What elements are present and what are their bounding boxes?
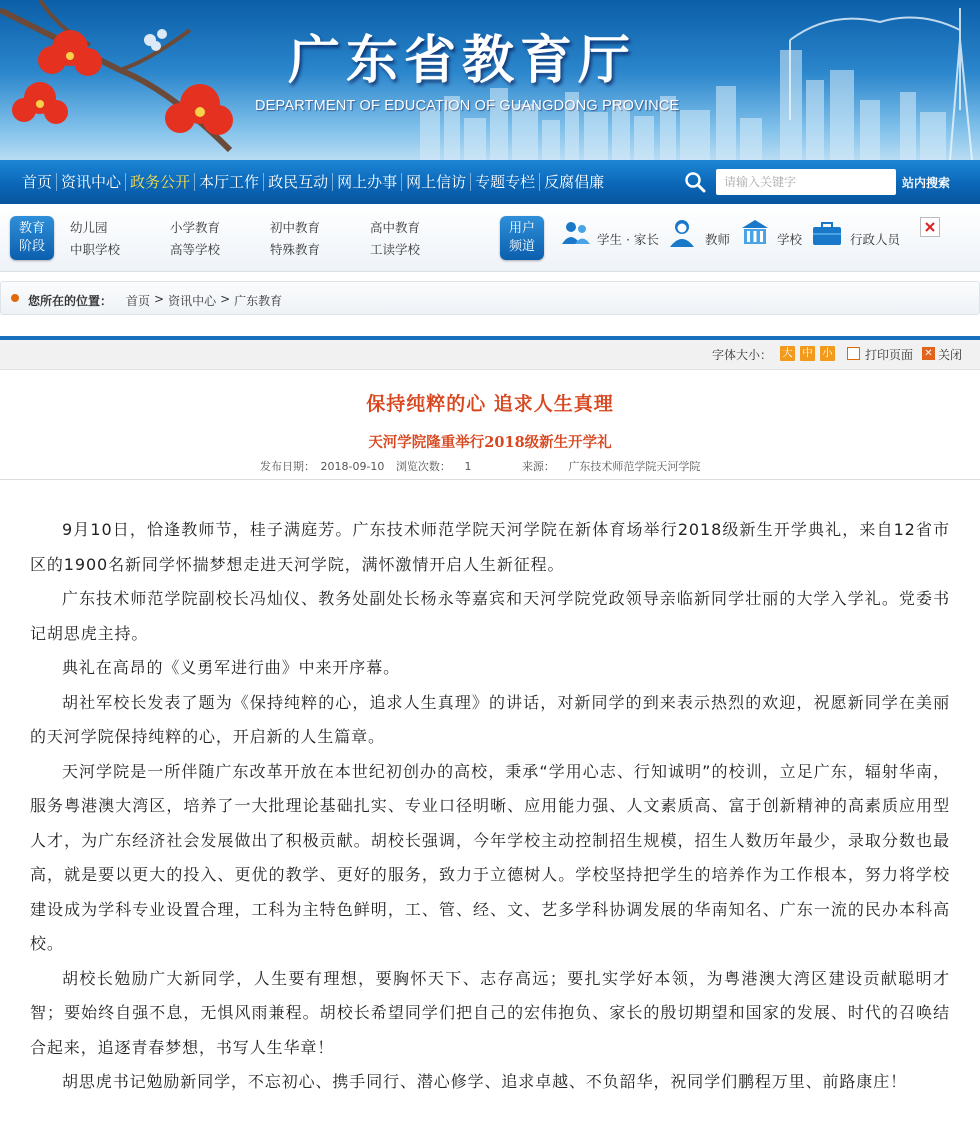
article-paragraph: 胡校长勉励广大新同学，人生要有理想，要胸怀天下、志存高远；要扎实学好本领，为粤港澳大湾区建设贡献聪明才智；要始终自强不息，无惧风雨兼程。胡校长希望同学们把自己的宏伟抱负、家长的殷切期望和国家的发展、时代的召唤结合起来，追逐青春梦想，书写人生华章！ xyxy=(30,968,950,1057)
channel-link-teacher[interactable]: 教师 xyxy=(705,232,731,247)
search-input[interactable] xyxy=(716,169,896,195)
nav-item[interactable]: 政民互动 xyxy=(268,173,329,191)
article-body xyxy=(30,513,950,1100)
location-bullet-icon xyxy=(11,294,19,302)
nav-item[interactable]: 政务公开 xyxy=(130,173,191,191)
stage-link-primary[interactable]: 小学教育 xyxy=(170,220,221,235)
breadcrumb xyxy=(0,281,980,315)
breadcrumb-link-news[interactable]: 资讯中心 xyxy=(168,294,217,308)
font-size-label: 字体大小： xyxy=(712,348,773,362)
article-subtitle: 天河学院隆重举行2018级新生开学礼 xyxy=(368,434,612,451)
badge-line: 频道 xyxy=(508,239,535,254)
search-icon[interactable] xyxy=(684,171,706,193)
stage-link-special-ed[interactable]: 特殊教育 xyxy=(270,242,321,257)
nav-item[interactable]: 反腐倡廉 xyxy=(544,173,605,191)
print-page-button[interactable]: 打印页面 xyxy=(865,348,914,362)
nav-item[interactable]: 首页 xyxy=(22,173,53,191)
article-paragraph: 9月10日，恰逢教师节，桂子满庭芳。广东技术师范学院天河学院在新体育场举行2018级新生开学典礼，来自12省市区的1900名新同学怀揣梦想走进天河学院，满怀激情开启人生新征程。 xyxy=(30,520,950,574)
stage-link-reform-school[interactable]: 工读学校 xyxy=(370,242,421,257)
close-icon xyxy=(921,218,939,236)
site-subtitle: DEPARTMENT OF EDUCATION OF GUANGDONG PROVINCE xyxy=(255,98,680,114)
breadcrumb-label: 您所在的位置： xyxy=(28,294,113,308)
channel-link-student-parent[interactable]: 学生 · 家长 xyxy=(597,232,659,247)
view-count: 1 xyxy=(464,460,472,473)
article-paragraph: 胡社军校长发表了题为《保持纯粹的心，追求人生真理》的讲话，对新同学的到来表示热烈的欢迎，祝愿新同学在美丽的天河学院保持纯粹的心，开启新的人生篇章。 xyxy=(30,692,950,746)
kapok-flower-illustration xyxy=(0,0,250,160)
stage-link-senior-high[interactable]: 高中教育 xyxy=(370,220,421,235)
source-label: 来源： xyxy=(521,460,555,473)
nav-item[interactable]: 本厅工作 xyxy=(199,173,260,191)
print-icon[interactable] xyxy=(847,347,860,360)
nav-menu xyxy=(18,160,608,204)
school-icon xyxy=(740,218,770,246)
channel-link-administrator[interactable]: 行政人员 xyxy=(850,232,901,247)
font-size-small-button[interactable]: 小 xyxy=(820,346,835,361)
breadcrumb-chevron-icon: > xyxy=(220,292,231,306)
article-paragraph: 典礼在高昂的《义勇军进行曲》中来开序幕。 xyxy=(62,658,401,677)
font-size-large-button[interactable]: 大 xyxy=(780,346,795,361)
view-count-label: 浏览次数： xyxy=(395,460,451,473)
article-paragraph: 天河学院是一所伴随广东改革开放在本世纪初创办的高校，秉承“学用心志、行知诚明”的校训，立足广东，辐射华南，服务粤港澳大湾区，培养了一大批理论基础扎实、专业口径明晰、应用能力强、人文素质高、富于创新精神的高素质应用型人才，为广东经济社会发展做出了积极贡献。胡校长强调，今年学校主动控制招生规模，招生人数历年最少，录取分数也最高，就是要以更大的投入、更优的教学、更好的服务，致力于立德树人。学校坚持把学生的培养作为工作根本，努力将学校建设成为学科专业设置合理，工科为主特色鲜明，工、管、经、文、艺多学科协调发展的华南知名、广东一流的民办本科高校。 xyxy=(30,761,950,953)
education-stage-badge xyxy=(10,216,54,260)
badge-line: 教育 xyxy=(18,221,45,236)
article-title: 保持纯粹的心 追求人生真理 xyxy=(366,393,614,415)
main-navigation xyxy=(0,160,980,204)
font-size-medium-button[interactable]: 中 xyxy=(800,346,815,361)
channel-bar xyxy=(0,204,980,272)
user-channel-badge xyxy=(500,216,544,260)
site-banner xyxy=(0,0,980,160)
channel-link-school[interactable]: 学校 xyxy=(777,232,803,247)
publish-date: 2018-09-10 xyxy=(320,460,385,473)
site-title: 广东省教育厅 xyxy=(288,31,637,91)
site-search-button[interactable]: 站内搜索 xyxy=(902,176,951,190)
article-toolbar xyxy=(0,340,980,370)
breadcrumb-chevron-icon: > xyxy=(154,292,165,306)
stage-link-vocational[interactable]: 中职学校 xyxy=(70,242,121,257)
stage-link-kindergarten[interactable]: 幼儿园 xyxy=(70,220,108,235)
stage-link-junior-high[interactable]: 初中教育 xyxy=(270,220,321,235)
briefcase-icon xyxy=(812,222,842,246)
close-page-button[interactable]: 关闭 xyxy=(938,348,963,362)
article-paragraph: 胡思虎书记勉励新同学，不忘初心、携手同行、潜心修学、追求卓越、不负韶华，祝同学们鹏程万里、前路康庄！ xyxy=(62,1072,908,1091)
nav-item[interactable]: 网上信访 xyxy=(406,173,467,191)
divider xyxy=(0,479,980,480)
nav-item[interactable]: 专题专栏 xyxy=(475,173,536,191)
article-meta xyxy=(260,458,700,474)
nav-item[interactable]: 资讯中心 xyxy=(61,173,122,191)
stage-link-higher-ed[interactable]: 高等学校 xyxy=(170,242,221,257)
nav-item[interactable]: 网上办事 xyxy=(337,173,398,191)
student-parent-icon xyxy=(560,220,592,246)
close-icon[interactable]: ✕ xyxy=(922,347,935,360)
publish-date-label: 发布日期： xyxy=(260,460,315,473)
teacher-icon xyxy=(668,218,696,248)
close-panel-button[interactable] xyxy=(920,217,940,237)
badge-line: 用户 xyxy=(508,221,535,236)
breadcrumb-link-guangdong-education[interactable]: 广东教育 xyxy=(234,294,283,308)
breadcrumb-link-home[interactable]: 首页 xyxy=(126,294,151,308)
article-paragraph: 广东技术师范学院副校长冯灿仪、教务处副处长杨永等嘉宾和天河学院党政领导亲临新同学壮丽的大学入学礼。党委书记胡思虎主持。 xyxy=(30,589,950,643)
breadcrumb-trail xyxy=(126,292,282,309)
badge-line: 阶段 xyxy=(18,239,45,254)
source-name: 广东技术师范学院天河学院 xyxy=(568,460,701,473)
